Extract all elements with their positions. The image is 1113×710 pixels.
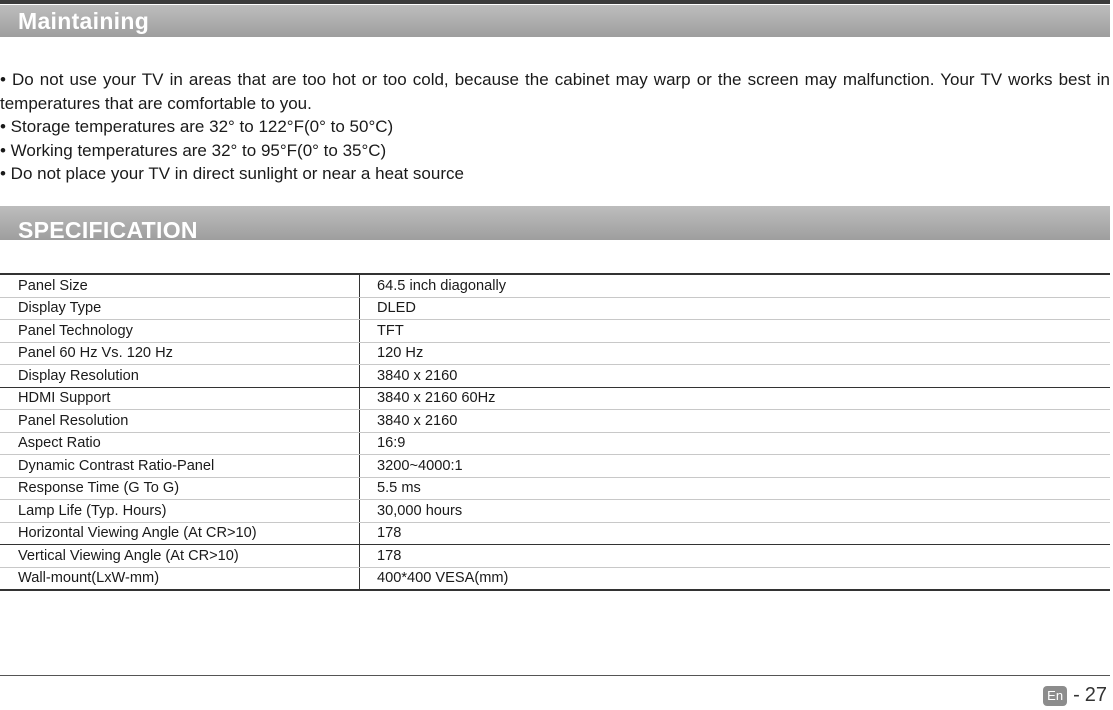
specification-title: SPECIFICATION xyxy=(18,217,198,243)
spec-value: 30,000 hours xyxy=(360,500,1111,523)
table-row xyxy=(0,320,1110,343)
maintaining-paragraph: • Working temperatures are 32° to 95°F(0° to 35°C) xyxy=(0,140,387,160)
spec-label: Display Type xyxy=(0,297,360,320)
maintaining-title: Maintaining xyxy=(18,8,150,34)
table-row xyxy=(0,365,1110,388)
spec-value: 3840 x 2160 60Hz xyxy=(360,387,1111,410)
spec-value: DLED xyxy=(360,297,1111,320)
table-row xyxy=(0,432,1110,455)
maintaining-paragraph: • Do not use your TV in areas that are too hot or too cold, because the cabinet may warp or the screen may malfunction. Your TV works best in temperatures that are comfortable to you. xyxy=(0,70,1110,113)
spec-value: 3840 x 2160 xyxy=(360,410,1111,433)
top-rule xyxy=(0,0,1110,4)
maintaining-paragraph: • Storage temperatures are 32° to 122°F(0° to 50°C) xyxy=(0,117,394,136)
maintaining-body xyxy=(0,68,1110,186)
spec-value: 3200~4000:1 xyxy=(360,455,1111,478)
table-row xyxy=(0,297,1110,320)
spec-label: Panel Size xyxy=(0,274,360,297)
spec-label: Display Resolution xyxy=(0,365,360,388)
language-badge: En xyxy=(1043,686,1067,706)
maintaining-header xyxy=(0,5,1110,37)
table-row xyxy=(0,274,1110,297)
spec-value: 178 xyxy=(360,522,1111,545)
spec-label: Response Time (G To G) xyxy=(0,477,360,500)
spec-label: Horizontal Viewing Angle (At CR>10) xyxy=(0,522,360,545)
maintaining-paragraph: • Do not place your TV in direct sunlight or near a heat source xyxy=(0,164,464,183)
spec-label: HDMI Support xyxy=(0,387,360,410)
table-row xyxy=(0,522,1110,545)
specification-header xyxy=(0,206,1110,243)
spec-label: Lamp Life (Typ. Hours) xyxy=(0,500,360,523)
specification-table xyxy=(0,273,1110,591)
spec-value: 3840 x 2160 xyxy=(360,365,1111,388)
table-row xyxy=(0,342,1110,365)
spec-value: 5.5 ms xyxy=(360,477,1111,500)
table-row xyxy=(0,545,1110,568)
spec-value: 120 Hz xyxy=(360,342,1111,365)
table-row xyxy=(0,455,1110,478)
spec-label: Vertical Viewing Angle (At CR>10) xyxy=(0,545,360,568)
footer-rule xyxy=(0,675,1110,676)
table-row xyxy=(0,410,1110,433)
spec-value: 16:9 xyxy=(360,432,1111,455)
table-row xyxy=(0,567,1110,590)
page-separator: - xyxy=(1073,684,1080,706)
spec-label: Wall-mount(LxW-mm) xyxy=(0,567,360,590)
table-row xyxy=(0,500,1110,523)
page-footer xyxy=(1043,684,1107,707)
spec-label: Panel 60 Hz Vs. 120 Hz xyxy=(0,342,360,365)
spec-value: 400*400 VESA(mm) xyxy=(360,567,1111,590)
spec-value: 64.5 inch diagonally xyxy=(360,274,1111,297)
spec-value: TFT xyxy=(360,320,1111,343)
spec-value: 178 xyxy=(360,545,1111,568)
page-number: 27 xyxy=(1084,684,1107,706)
table-row xyxy=(0,477,1110,500)
spec-label: Aspect Ratio xyxy=(0,432,360,455)
spec-label: Panel Resolution xyxy=(0,410,360,433)
spec-label: Panel Technology xyxy=(0,320,360,343)
table-row xyxy=(0,387,1110,410)
spec-label: Dynamic Contrast Ratio-Panel xyxy=(0,455,360,478)
